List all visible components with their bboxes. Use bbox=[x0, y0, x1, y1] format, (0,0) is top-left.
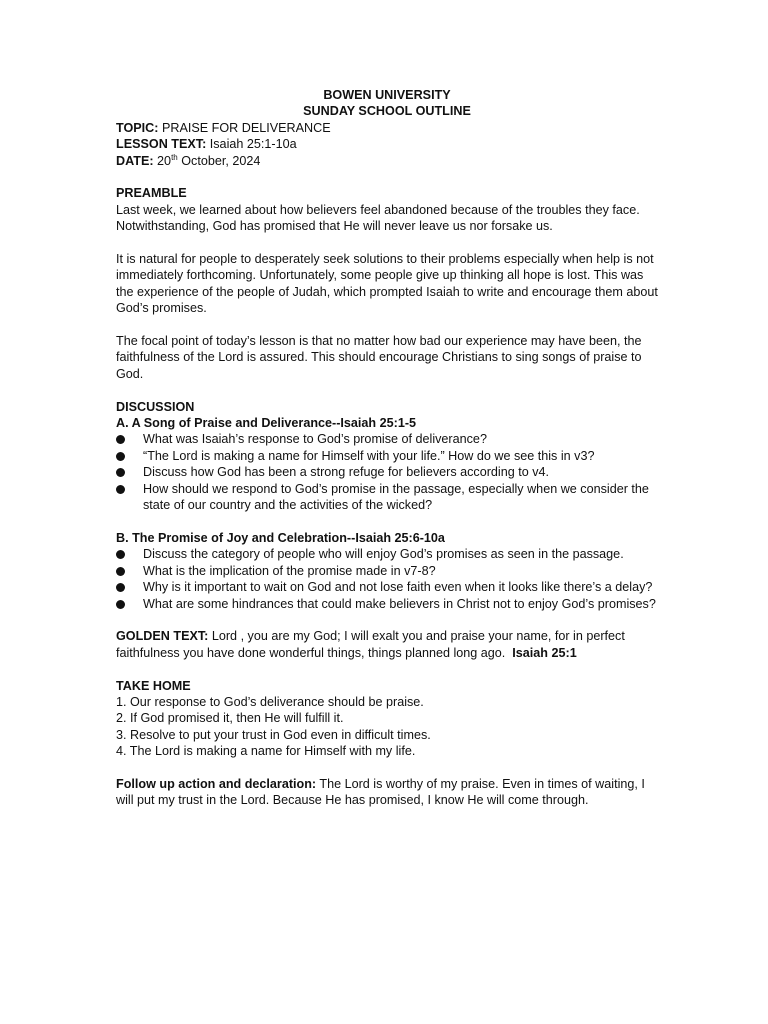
golden-text bbox=[116, 628, 658, 661]
list-item-text: What are some hindrances that could make believers in Christ not to enjoy God’s promises? bbox=[143, 596, 656, 611]
preamble-heading: PREAMBLE bbox=[116, 186, 187, 201]
date-day: 20 bbox=[157, 153, 172, 168]
institution-title: BOWEN UNIVERSITY bbox=[323, 88, 451, 102]
discussion-heading: DISCUSSION bbox=[116, 399, 195, 414]
section-a-list bbox=[116, 431, 658, 513]
bullet-icon bbox=[116, 485, 125, 494]
bullet-icon bbox=[116, 435, 125, 444]
date-rest: October, 2024 bbox=[181, 153, 261, 168]
section-b-list bbox=[116, 546, 658, 612]
bullet-icon bbox=[116, 550, 125, 559]
list-item bbox=[116, 464, 658, 480]
golden-text-reference: Isaiah 25:1 bbox=[512, 645, 577, 660]
list-item bbox=[116, 481, 658, 514]
follow-up-label: Follow up action and declaration: bbox=[116, 776, 317, 791]
bullet-icon bbox=[116, 600, 125, 609]
list-item-text: Why is it important to wait on God and not lose faith even when it looks like there’s a delay? bbox=[143, 580, 653, 595]
take-home-item: 2. If God promised it, then He will fulfill it. bbox=[116, 711, 344, 726]
list-item-text: How should we respond to God’s promise in the passage, especially when we consider the state of our country and the activities of the wicked? bbox=[143, 481, 649, 513]
preamble-paragraph: It is natural for people to desperately seek solutions to their problems especially when help is not immediately forthcoming. Unfortunately, some people give up thinking all hope is lost. This was the experience of the people of Judah, which prompted Isaiah to write and encourage them about God’s promises. bbox=[116, 252, 658, 316]
take-home-heading: TAKE HOME bbox=[116, 678, 191, 693]
bullet-icon bbox=[116, 567, 125, 576]
take-home-item: 3. Resolve to put your trust in God even in difficult times. bbox=[116, 727, 431, 742]
list-item-text: What was Isaiah’s response to God’s promise of deliverance? bbox=[143, 432, 487, 447]
list-item bbox=[116, 448, 658, 464]
topic-value: PRAISE FOR DELIVERANCE bbox=[161, 120, 331, 135]
list-item bbox=[116, 596, 658, 612]
list-item-text: Discuss how God has been a strong refuge for believers according to v4. bbox=[143, 465, 550, 480]
golden-text-label: GOLDEN TEXT: bbox=[116, 629, 209, 644]
list-item bbox=[116, 579, 658, 595]
take-home-item: 4. The Lord is making a name for Himself with my life. bbox=[116, 744, 416, 759]
topic-label: TOPIC: bbox=[116, 120, 159, 135]
outline-title: SUNDAY SCHOOL OUTLINE bbox=[303, 104, 471, 119]
preamble-paragraph: The focal point of today’s lesson is that no matter how bad our experience may have been, the faithfulness of the Lord is assured. This should encourage Christians to sing songs of praise to God. bbox=[116, 334, 642, 381]
bullet-icon bbox=[116, 583, 125, 592]
follow-up bbox=[116, 776, 658, 809]
list-item-text: What is the implication of the promise made in v7-8? bbox=[143, 563, 436, 578]
lesson-text-value: Isaiah 25:1-10a bbox=[209, 137, 297, 152]
take-home-item: 1. Our response to God’s deliverance should be praise. bbox=[116, 694, 424, 709]
list-item bbox=[116, 546, 658, 562]
section-b-title: B. The Promise of Joy and Celebration--Isaiah 25:6-10a bbox=[116, 530, 445, 545]
bullet-icon bbox=[116, 468, 125, 477]
lesson-text-line bbox=[116, 136, 658, 152]
bullet-icon bbox=[116, 452, 125, 461]
list-item-text: “The Lord is making a name for Himself with your life.” How do we see this in v3? bbox=[143, 448, 595, 463]
date-line bbox=[116, 153, 658, 169]
date-suffix: th bbox=[171, 152, 178, 162]
list-item bbox=[116, 563, 658, 579]
section-a-title: A. A Song of Praise and Deliverance--Isaiah 25:1-5 bbox=[116, 416, 417, 431]
golden-text-body: Lord , you are my God; I will exalt you and praise your name, for in perfect faithfulness you have done wonderful things, things planned long ago. bbox=[116, 629, 625, 660]
preamble-paragraph: Last week, we learned about how believers feel abandoned because of the troubles they face. Notwithstanding, God has promised that He will never leave us nor forsake us. bbox=[116, 202, 640, 234]
list-item bbox=[116, 431, 658, 447]
topic-line bbox=[116, 120, 658, 136]
list-item-text: Discuss the category of people who will enjoy God’s promises as seen in the passage. bbox=[143, 547, 624, 562]
lesson-text-label: LESSON TEXT: bbox=[116, 137, 207, 152]
date-label: DATE: bbox=[116, 153, 154, 168]
follow-up-text: The Lord is worthy of my praise. Even in times of waiting, I will put my trust in the Lord. Because He has promised, I know He will come through. bbox=[116, 776, 645, 808]
